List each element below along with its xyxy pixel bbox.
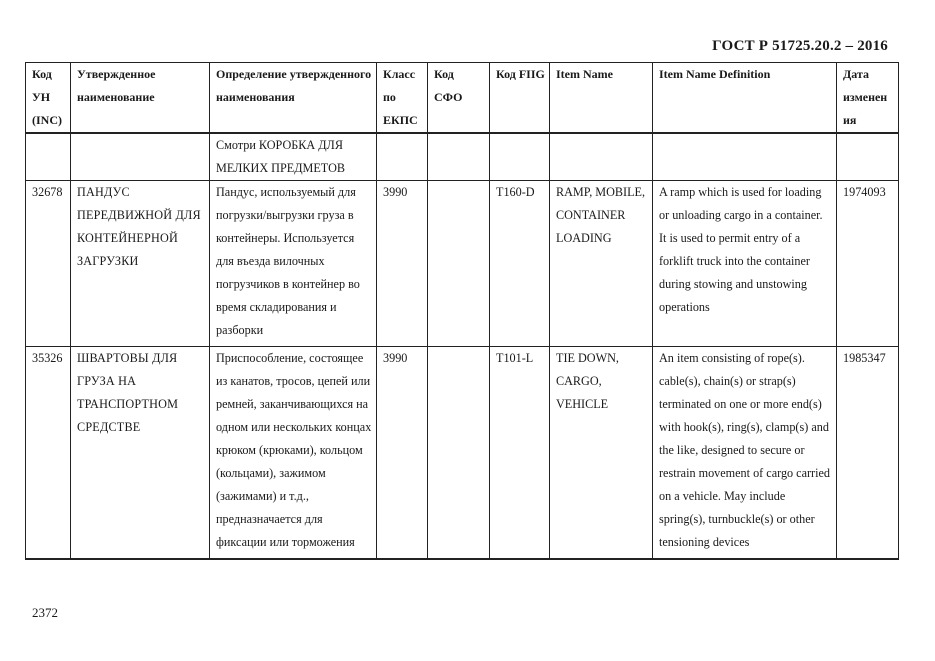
cell-name: ШВАРТОВЫ ДЛЯ ГРУЗА НА ТРАНСПОРТНОМ СРЕДСТВЕ <box>71 347 210 560</box>
cell-definition: Пандус, используемый для погрузки/выгрузки груза в контейнеры. Используется для въезда вилочных погрузчиков в контейнер во время складирования и разборки <box>210 181 377 347</box>
cell-code <box>26 133 71 181</box>
table-row <box>26 181 899 347</box>
cell-name <box>71 133 210 181</box>
cell-definition: Смотри КОРОБКА ДЛЯ МЕЛКИХ ПРЕДМЕТОВ <box>210 133 377 181</box>
header-definition: Определение утвержденного наименования <box>210 63 377 134</box>
page-number: 2372 <box>32 605 58 620</box>
header-sfo-code: Код СФО <box>428 63 490 134</box>
cell-ekps: 3990 <box>377 181 428 347</box>
cell-fiig: T160-D <box>490 181 550 347</box>
cell-name: ПАНДУС ПЕРЕДВИЖНОЙ ДЛЯ КОНТЕЙНЕРНОЙ ЗАГРУЗКИ <box>71 181 210 347</box>
cell-date: 1985347 <box>837 347 899 560</box>
header-fiig-code: Код FIIG <box>490 63 550 134</box>
header-change-date: Дата изменения <box>837 63 899 134</box>
cell-item-name: TIE DOWN, CARGO, VEHICLE <box>550 347 653 560</box>
cell-sfo <box>428 181 490 347</box>
cell-date: 1974093 <box>837 181 899 347</box>
cell-ekps <box>377 133 428 181</box>
table-header-row <box>26 63 899 134</box>
header-item-name-definition: Item Name Definition <box>653 63 837 134</box>
cell-ekps: 3990 <box>377 347 428 560</box>
document-title: ГОСТ Р 51725.20.2 – 2016 <box>712 38 888 54</box>
cell-item-definition <box>653 133 837 181</box>
header-approved-name: Утвержденное наименование <box>71 63 210 134</box>
classification-table <box>25 62 899 560</box>
cell-sfo <box>428 133 490 181</box>
cell-date <box>837 133 899 181</box>
cell-item-definition: An item consisting of rope(s). cable(s), chain(s) or strap(s) terminated on one or more end(s) with hook(s), ring(s), clamp(s) and the like, designed to secure or restrain movement of cargo carried on a vehicle. May include spring(s), turnbuckle(s) or other tensioning devices <box>653 347 837 560</box>
cell-code: 32678 <box>26 181 71 347</box>
cell-code: 35326 <box>26 347 71 560</box>
header-code-un: Код УН (INC) <box>26 63 71 134</box>
header-ekps-class: Класс по ЕКПС <box>377 63 428 134</box>
cell-item-definition: A ramp which is used for loading or unloading cargo in a container. It is used to permit entry of a forklift truck into the container during stowing and unstowing operations <box>653 181 837 347</box>
cell-sfo <box>428 347 490 560</box>
cell-fiig: T101-L <box>490 347 550 560</box>
cell-definition: Приспособление, состоящее из канатов, тросов, цепей или ремней, заканчивающихся на одном или нескольких концах крюком (крюками), кольцом (кольцами), зажимом (зажимами) и т.д., предназначается для фиксации или торможения <box>210 347 377 560</box>
table-row <box>26 347 899 560</box>
cell-item-name <box>550 133 653 181</box>
table-row <box>26 133 899 181</box>
cell-fiig <box>490 133 550 181</box>
header-item-name: Item Name <box>550 63 653 134</box>
cell-item-name: RAMP, MOBILE, CONTAINER LOADING <box>550 181 653 347</box>
